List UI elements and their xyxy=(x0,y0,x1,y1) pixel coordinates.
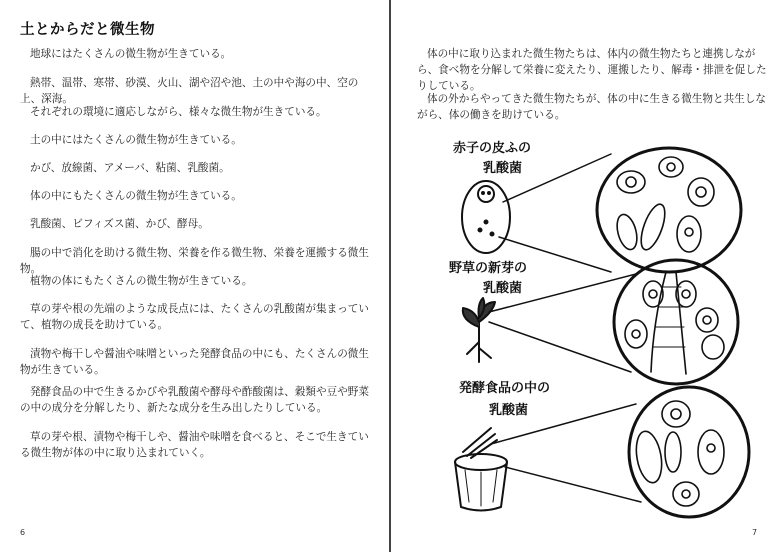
ferment-label-2: 乳酸菌 xyxy=(489,403,529,418)
paragraph: 発酵食品の中で生きるかびや乳酸菌や酵母や酢酸菌は、穀類や豆や野菜の中の成分を分解したり、新たな成分を生み出したりしている。 xyxy=(20,386,369,414)
paragraph: 体の外からやってきた微生物たちが、体の中に生きる微生物と共生しながら、体の働きを助けている。 xyxy=(417,93,766,121)
paragraph: かび、放線菌、アメーバ、粘菌、乳酸菌。 xyxy=(30,162,230,174)
baby-skin-label-2: 乳酸菌 xyxy=(483,161,523,176)
paragraph: 草の芽や根、漬物や梅干しや、醤油や味噌を食べると、そこで生きている微生物が体の中に取り込まれていく。 xyxy=(20,431,369,459)
paragraph: それぞれの環境に適応しながら、様々な微生物が生きている。 xyxy=(30,106,327,118)
sprout-figure xyxy=(463,298,495,362)
paragraph: 植物の体にもたくさんの微生物が生きている。 xyxy=(30,275,253,287)
paragraph: 草の芽や根の先端のような成長点には、たくさんの乳酸菌が集まっていて、植物の成長を助けている。 xyxy=(20,303,369,331)
magnify-circle-1 xyxy=(597,148,741,272)
lactobacilli-group-3 xyxy=(633,401,724,506)
paragraph: 乳酸菌、ビフィズス菌、かび、酵母。 xyxy=(30,218,209,230)
paragraph: 漬物や梅干しや醤油や味噌といった発酵食品の中にも、たくさんの微生物が生きている。 xyxy=(20,348,369,376)
ferment-label-1: 発酵食品の中の xyxy=(459,381,551,396)
paragraph: 熱帯、温帯、寒帯、砂漠、火山、湖や沼や池、土の中や海の中、空の上、深海。 xyxy=(20,77,359,105)
paragraph: 体の中に取り込まれた微生物たちは、体内の微生物たちと連携しながら、食べ物を分解して栄養に変えたり、運搬したり、解毒・排泄を促したりしている。 xyxy=(417,48,767,92)
fermentation-jar xyxy=(455,428,507,511)
left-page xyxy=(0,0,389,552)
page-number: 6 xyxy=(20,528,26,537)
microbe-illustration xyxy=(431,122,761,522)
page-number: 7 xyxy=(752,528,758,537)
paragraph: 地球にはたくさんの微生物が生きている。 xyxy=(30,48,232,60)
paragraph: 体の中にもたくさんの微生物が生きている。 xyxy=(30,190,242,202)
page-title: 土とからだと微生物 xyxy=(20,22,155,38)
paragraph: 腸の中で消化を助ける微生物、栄養を作る微生物、栄養を運搬する微生物。 xyxy=(20,247,369,275)
sprout-label-2: 乳酸菌 xyxy=(483,281,523,296)
sprout-label-1: 野草の新芽の xyxy=(449,261,528,276)
right-page xyxy=(391,0,780,552)
baby-skin-label-1: 赤子の皮ふの xyxy=(453,141,532,156)
baby-figure xyxy=(462,181,510,253)
lactobacilli-group-2 xyxy=(625,272,724,374)
lactobacilli-group-1 xyxy=(614,157,714,253)
paragraph: 土の中にはたくさんの微生物が生きている。 xyxy=(30,134,242,146)
